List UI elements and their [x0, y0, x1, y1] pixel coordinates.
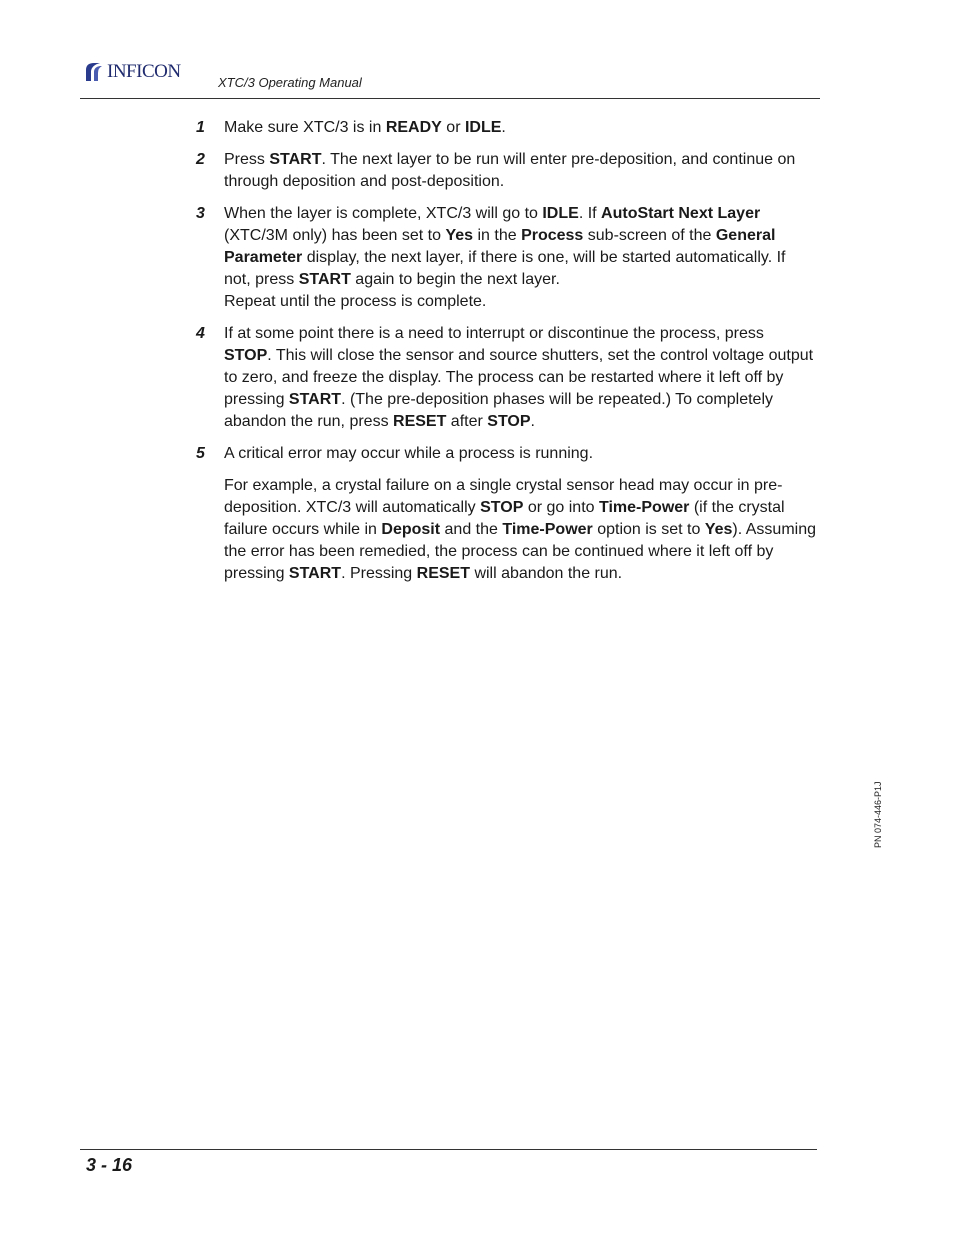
step-3	[196, 203, 816, 313]
procedure-steps	[196, 117, 816, 595]
step-text: When the layer is complete, XTC/3 will go to IDLE. If AutoStart Next Layer (XTC/3M only) has been set to Yes in the Process sub-screen of the General Parameter display, the next layer, if there is one, will be started automatically. If not, press START again to begin the next layer.	[224, 205, 786, 288]
page-number: 3 - 16	[86, 1155, 133, 1175]
step-number: 4	[196, 325, 205, 342]
header-rule	[80, 98, 820, 99]
step-5	[196, 443, 816, 585]
step-text: Press START. The next layer to be run will enter pre-deposition, and continue on through deposition and post-deposition.	[224, 151, 796, 190]
step-number: 2	[196, 151, 205, 168]
step-text: A critical error may occur while a process is running.	[224, 445, 594, 462]
logo-text: INFICON	[107, 61, 181, 82]
step-text: If at some point there is a need to interrupt or discontinue the process, press STOP. This will close the sensor and source shutters, set the control voltage output to zero, and freeze the display. The process can be restarted where it left off by pressing START. (The pre-deposition phases will be repeated.) To completely abandon the run, press RESET after STOP.	[224, 325, 814, 430]
step-paragraph: For example, a crystal failure on a single crystal sensor head may occur in pre-deposition. XTC/3 will automatically STOP or go into Time-Power (if the crystal failure occurs while in Deposit and the Time-Power option is set to Yes). Assuming the error has been remedied, the process can be continued where it left off by pressing START. Pressing RESET will abandon the run.	[224, 477, 817, 582]
inficon-logo-mark-icon	[82, 61, 104, 83]
header-title: XTC/3 Operating Manual	[218, 75, 362, 90]
step-2	[196, 149, 816, 193]
step-extra-line: Repeat until the process is complete.	[224, 293, 487, 310]
step-number: 1	[196, 119, 205, 136]
step-4	[196, 323, 816, 433]
step-1	[196, 117, 816, 139]
footer-rule	[80, 1149, 817, 1150]
step-number: 3	[196, 205, 205, 222]
step-text: Make sure XTC/3 is in READY or IDLE.	[224, 119, 506, 136]
part-number-label: PN 074-446-P1J	[873, 781, 883, 848]
inficon-logo	[82, 60, 181, 84]
step-number: 5	[196, 445, 205, 462]
